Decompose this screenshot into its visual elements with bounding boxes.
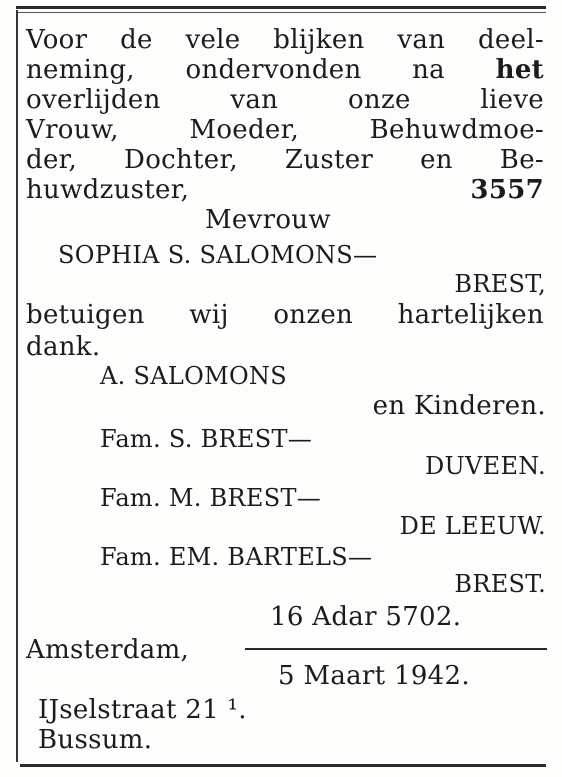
- text-line-4: [26, 116, 544, 144]
- word: Voor: [26, 25, 88, 55]
- text-line-7: [26, 301, 544, 329]
- signatory-1-continued: en Kinderen.: [372, 391, 546, 421]
- top-border-inner-rule: [16, 12, 546, 13]
- top-border-rule: [16, 6, 546, 9]
- bottom-border-rule: [20, 764, 546, 767]
- deceased-title: Mevrouw: [205, 205, 331, 235]
- word: van: [397, 25, 446, 55]
- word: lieve: [480, 85, 544, 115]
- text-line-3: [26, 86, 544, 114]
- word: Vrouw,: [26, 115, 119, 145]
- text-line-5: [26, 146, 544, 174]
- text-line-8: dank.: [26, 332, 101, 362]
- address-line-1: IJselstraat 21 ¹.: [38, 695, 247, 725]
- word: na: [412, 55, 445, 85]
- word: neming,: [26, 55, 135, 85]
- word: de: [120, 25, 153, 55]
- word: onze: [347, 85, 411, 115]
- signatory-4-continued: BREST.: [454, 570, 546, 598]
- word: Behuwdmoe-: [369, 115, 544, 145]
- address-line-2: Bussum.: [38, 725, 153, 755]
- word: hartelijken: [397, 300, 544, 330]
- word: blijken: [273, 25, 365, 55]
- word: Dochter,: [124, 145, 238, 175]
- ad-number: 3557: [470, 175, 544, 205]
- signatory-4: Fam. EM. BARTELS—: [100, 543, 373, 571]
- text-line-6: [26, 176, 544, 204]
- word: wij: [189, 300, 229, 330]
- gregorian-date: 5 Maart 1942.: [278, 661, 470, 691]
- word: overlijden: [26, 85, 161, 115]
- word: het: [495, 55, 544, 85]
- word: onzen: [273, 300, 354, 330]
- hebrew-date: 16 Adar 5702.: [270, 602, 462, 632]
- word: Be-: [499, 145, 544, 175]
- word: deel-: [477, 25, 544, 55]
- deceased-name: SOPHIA S. SALOMONS—: [58, 241, 378, 269]
- word: van: [230, 85, 279, 115]
- text-line-2: [26, 56, 544, 84]
- signatory-3: Fam. M. BREST—: [100, 484, 322, 512]
- word: en: [420, 145, 453, 175]
- signatory-3-continued: DE LEEUW.: [399, 512, 546, 540]
- word: Zuster: [284, 145, 374, 175]
- word: ondervonden: [185, 55, 362, 85]
- signatory-2-continued: DUVEEN.: [424, 452, 546, 480]
- word: der,: [26, 145, 78, 175]
- signatory-2: Fam. S. BREST—: [100, 425, 313, 453]
- signatory-1: A. SALOMONS: [100, 362, 287, 390]
- left-border-rule: [16, 10, 18, 762]
- city: Amsterdam,: [26, 635, 190, 665]
- word: Moeder,: [189, 115, 300, 145]
- date-divider-rule: [245, 648, 547, 650]
- word: vele: [185, 25, 241, 55]
- deceased-name-continued: BREST,: [454, 270, 546, 298]
- word: betuigen: [26, 300, 145, 330]
- text-line-1: [26, 26, 544, 54]
- word: huwdzuster,: [26, 175, 190, 205]
